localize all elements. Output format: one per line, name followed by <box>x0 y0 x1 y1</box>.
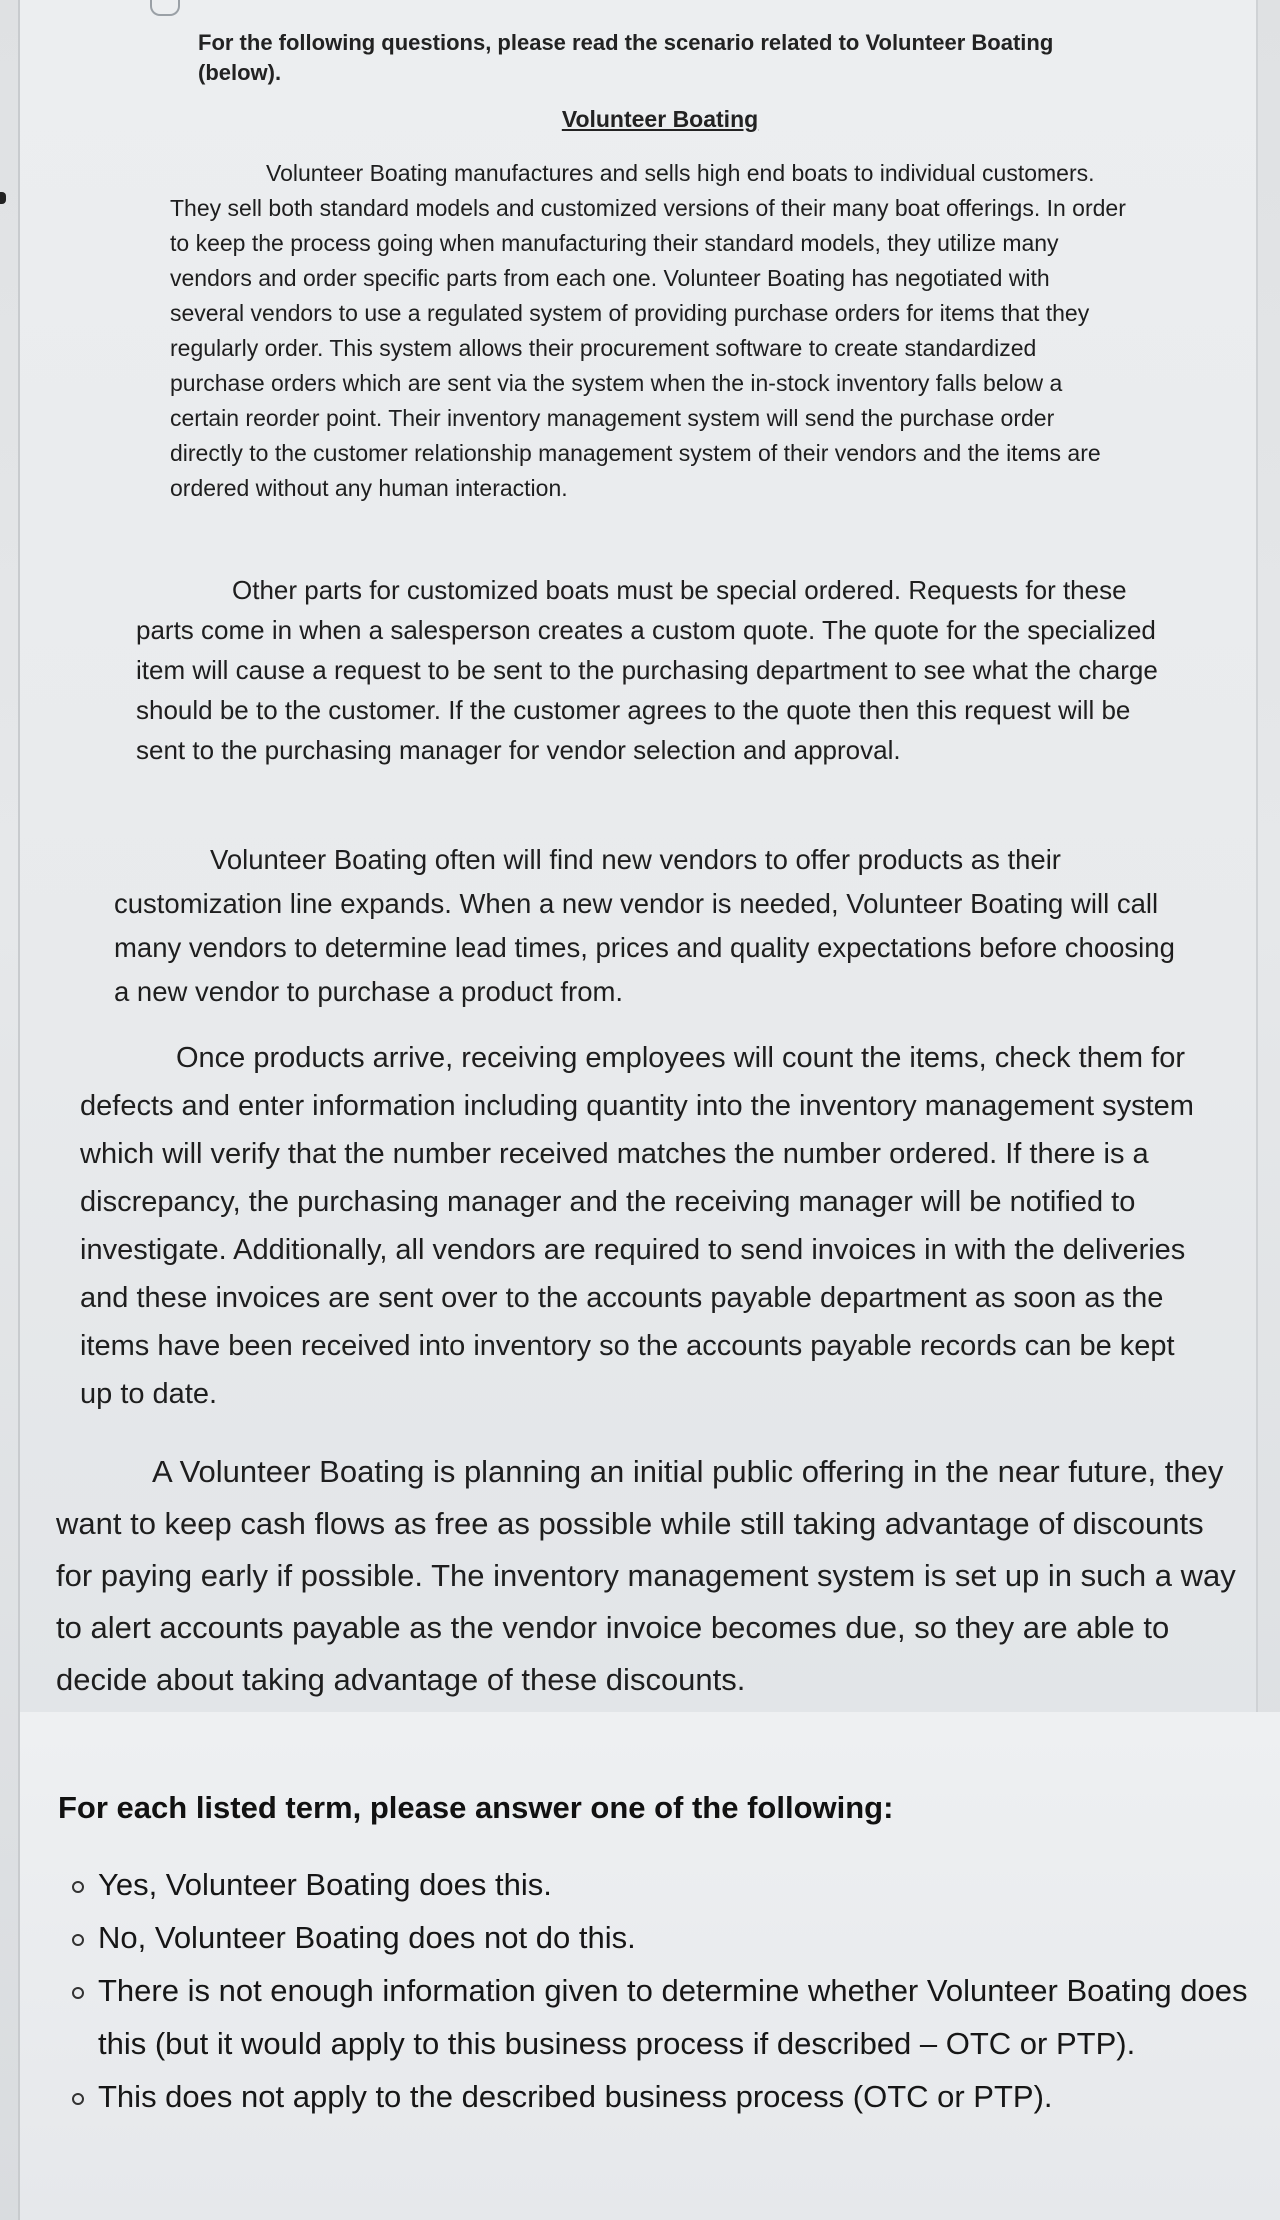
answer-option-label: This does not apply to the described business process (OTC or PTP). <box>98 2079 1053 2114</box>
left-edge-mark <box>0 192 6 204</box>
answer-option-label: There is not enough information given to determine whether Volunteer Boating does this (but it would apply to this business process if described – OTC or PTP). <box>98 1973 1248 2061</box>
paragraph-2: Other parts for customized boats must be special ordered. Requests for these parts come in when a salesperson creates a custom quote. The quote for the specialized item will cause a request to be sent to the purchasing department to see what the charge should be to the customer. If the customer agrees to the quote then this request will be sent to the purchasing manager for vendor selection and approval. <box>136 575 1158 765</box>
circle-bullet-icon <box>72 1881 84 1893</box>
answer-option-label: No, Volunteer Boating does not do this. <box>98 1920 636 1955</box>
answer-option-yes <box>58 1858 1248 1911</box>
paragraph-3: Volunteer Boating often will find new vendors to offer products as their customization line expands. When a new vendor is needed, Volunteer Boating will call many vendors to determine lead times, prices and quality expectations before choosing a new vendor to purchase a product from. <box>114 844 1175 1007</box>
answer-option-no <box>58 1911 1248 1964</box>
paragraph-1: Volunteer Boating manufactures and sells high end boats to individual customers. They sell both standard models and customized versions of their many boat offerings. In order to keep the process going when manufacturing their standard models, they utilize many vendors and order specific parts from each one. Volunteer Boating has negotiated with several vendors to use a regulated system of providing purchase orders for items that they regularly order. This system allows their procurement software to create standardized purchase orders which are sent via the system when the in-stock inventory falls below a certain reorder point. Their inventory management system will send the purchase order directly to the customer relationship management system of their vendors and the items are ordered without any human interaction. <box>170 160 1126 501</box>
answer-option-not-enough-info <box>58 1964 1248 2070</box>
question-prompt: For each listed term, please answer one of the following: <box>58 1790 894 1825</box>
circle-bullet-icon <box>72 2093 84 2105</box>
answer-option-label: Yes, Volunteer Boating does this. <box>98 1867 552 1902</box>
scenario-title: Volunteer Boating <box>561 106 759 132</box>
paragraph-4: Once products arrive, receiving employees will count the items, check them for defects and enter information including quantity into the inventory management system which will verify that the number received matches the number ordered. If there is a discrepancy, the purchasing manager and the receiving manager will be notified to investigate. Additionally, all vendors are required to send invoices in with the deliveries and these invoices are sent over to the accounts payable department as soon as the items have been received into inventory so the accounts payable records can be kept up to date. <box>80 1042 1194 1410</box>
circle-bullet-icon <box>72 1934 84 1946</box>
answer-options-list <box>58 1858 1248 2123</box>
page-corner-mark <box>150 0 180 16</box>
answer-option-not-applicable <box>58 2070 1248 2123</box>
paragraph-5: A Volunteer Boating is planning an initial public offering in the near future, they want to keep cash flows as free as possible while still taking advantage of discounts for paying early if possible. The inventory management system is set up in such a way to alert accounts payable as the vendor invoice becomes due, so they are able to decide about taking advantage of these discounts. <box>56 1454 1236 1697</box>
intro-text: For the following questions, please read the scenario related to Volunteer Boating (below). <box>198 30 1054 85</box>
circle-bullet-icon <box>72 1987 84 1999</box>
